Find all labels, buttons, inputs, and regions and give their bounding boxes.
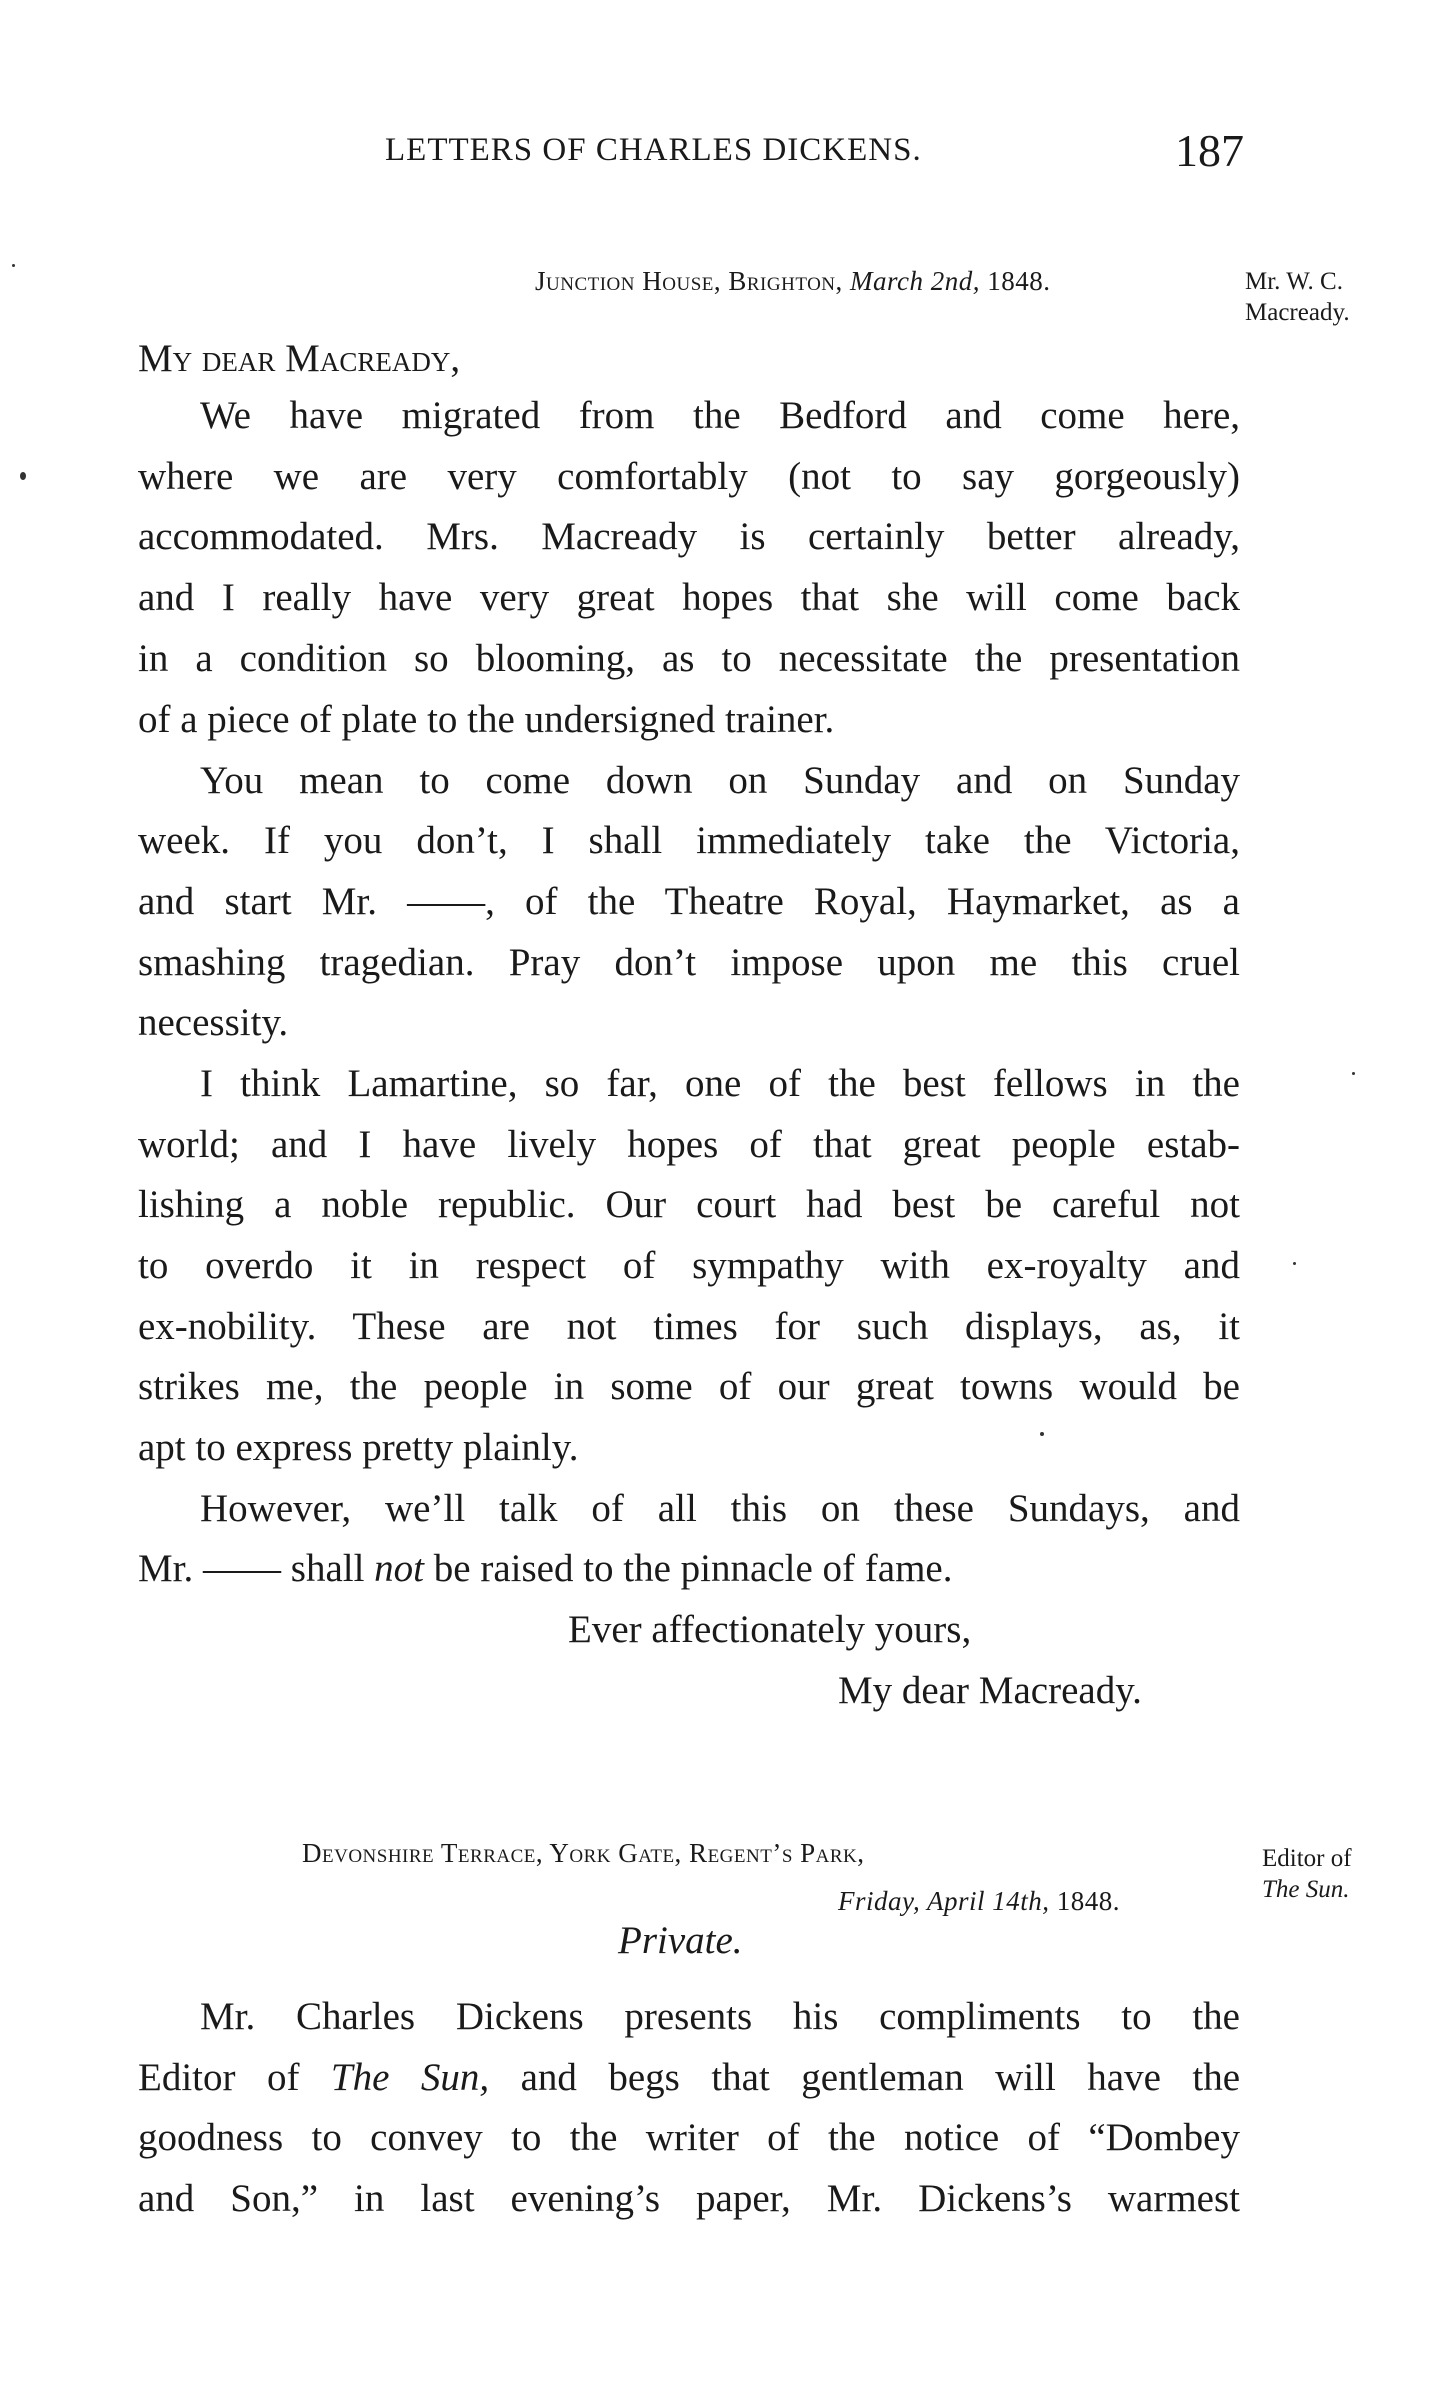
- final-line-end: be raised to the pinnacle of fame.: [433, 1547, 953, 1590]
- scan-speck: [1352, 1072, 1355, 1075]
- letter1-closing: Ever affectionately yours,: [568, 1608, 972, 1651]
- scan-speck: [1293, 1262, 1296, 1265]
- body-line: necessity.: [138, 1001, 289, 1044]
- letter1-signoff: My dear Macready.: [838, 1669, 1142, 1712]
- running-title: LETTERS OF CHARLES DICKENS.: [385, 132, 922, 168]
- body-line: and start Mr. ——, of the Theatre Royal, Haymarket, as a: [138, 880, 1240, 923]
- newspaper-title: The Sun,: [330, 2056, 490, 2099]
- body-line: goodness to convey to the writer of the notice of “Dombey: [138, 2116, 1240, 2159]
- body-line: in a condition so blooming, as to necessitate the presentation: [138, 637, 1240, 680]
- margin-note-editor: Editor of: [1262, 1845, 1352, 1872]
- body-line: We have migrated from the Bedford and come here,: [200, 394, 1240, 437]
- body-line: and Son,” in last evening’s paper, Mr. Dickens’s warmest: [138, 2177, 1240, 2220]
- margin-note-recipient-line1: Mr. W. C.: [1245, 268, 1343, 295]
- body-line: ex-nobility. These are not times for such displays, as, it: [138, 1305, 1240, 1348]
- line-start: Editor of: [138, 2056, 300, 2099]
- body-line: However, we’ll talk of all this on these Sundays, and: [200, 1487, 1240, 1530]
- private-label: Private.: [618, 1919, 743, 1962]
- body-line: of a piece of plate to the undersigned trainer.: [138, 698, 835, 741]
- letter2-date-line: [838, 1886, 1120, 1917]
- body-line: smashing tragedian. Pray don’t impose upon me this cruel: [138, 941, 1240, 984]
- scan-speck: [1040, 1432, 1044, 1436]
- body-line: accommodated. Mrs. Macready is certainly better already,: [138, 515, 1240, 558]
- letter1-year: 1848.: [987, 266, 1051, 296]
- body-line: You mean to come down on Sunday and on Sunday: [200, 759, 1240, 802]
- body-line: week. If you don’t, I shall immediately take the Victoria,: [138, 819, 1240, 862]
- body-line: world; and I have lively hopes of that great people estab-: [138, 1123, 1240, 1166]
- final-line-emphasis: not: [374, 1547, 425, 1590]
- line-end: and begs that gentleman will have the: [520, 2056, 1241, 2099]
- final-line-start: Mr. —— shall: [138, 1547, 365, 1590]
- page-number: 187: [1175, 125, 1244, 176]
- letter2-year: 1848.: [1056, 1886, 1121, 1916]
- body-line: apt to express pretty plainly.: [138, 1426, 579, 1469]
- body-line: Mr. Charles Dickens presents his compliments to the: [200, 1995, 1240, 2038]
- body-line-final: [138, 1546, 952, 1591]
- body-line: lishing a noble republic. Our court had best be careful not: [138, 1183, 1240, 1226]
- letter2-margin-note: [1262, 1843, 1352, 1905]
- letter2-date: Friday, April 14th,: [838, 1886, 1050, 1916]
- margin-note-paper: The Sun.: [1262, 1876, 1350, 1903]
- body-line-with-italic: [138, 2055, 1240, 2100]
- letter1-address: Junction House, Brighton,: [535, 266, 843, 296]
- scan-speck: [20, 472, 26, 480]
- letter1-address-line: [535, 266, 1051, 297]
- body-line: I think Lamartine, so far, one of the best fellows in the: [200, 1062, 1240, 1105]
- body-line: strikes me, the people in some of our great towns would be: [138, 1365, 1240, 1408]
- margin-note-recipient-line2: Macready.: [1245, 299, 1350, 326]
- letter1-salutation: My dear Macready,: [138, 337, 461, 380]
- body-line: and I really have very great hopes that she will come back: [138, 576, 1240, 619]
- body-line: where we are very comfortably (not to say gorgeously): [138, 455, 1240, 498]
- body-line: to overdo it in respect of sympathy with ex-royalty and: [138, 1244, 1240, 1287]
- scan-speck: [12, 264, 15, 267]
- letter1-margin-note: [1245, 266, 1350, 328]
- letter1-date: March 2nd,: [850, 266, 981, 296]
- letter2-address: Devonshire Terrace, York Gate, Regent’s Park,: [302, 1838, 865, 1868]
